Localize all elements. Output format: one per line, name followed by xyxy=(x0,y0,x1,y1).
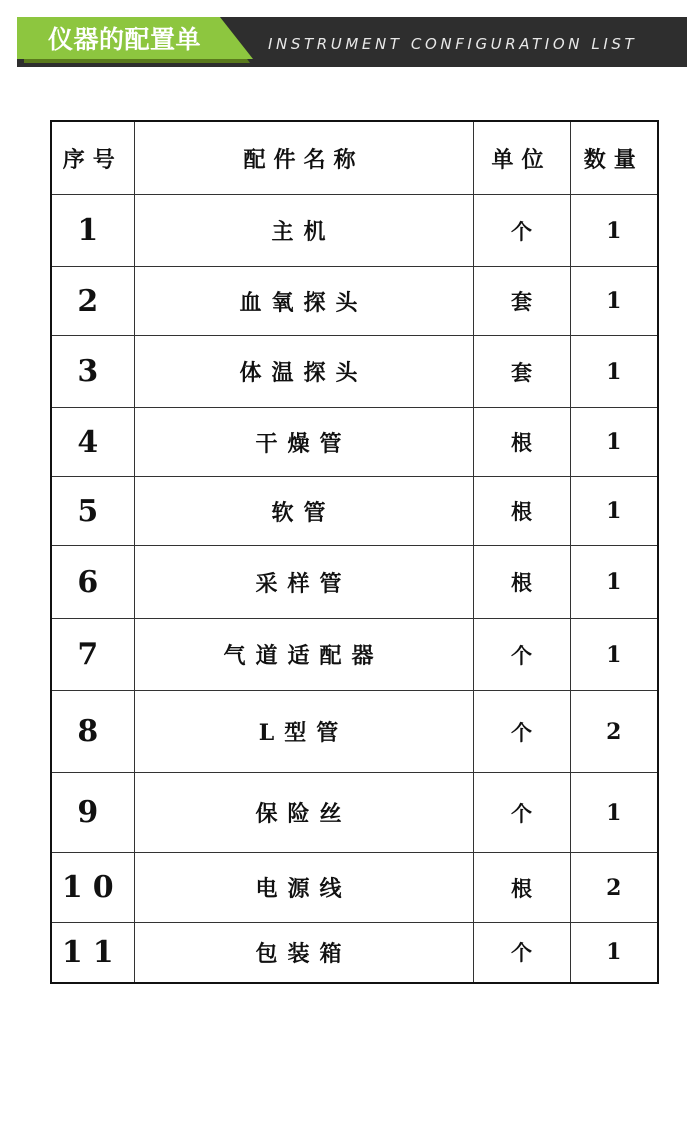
row-qty: 2 xyxy=(570,853,658,923)
row-qty: 1 xyxy=(570,773,658,853)
row-no: 9 xyxy=(51,773,134,853)
header-unit: 单位 xyxy=(473,121,570,195)
row-name: 电源线 xyxy=(134,853,473,923)
table-row xyxy=(51,408,658,477)
table-row xyxy=(51,773,658,853)
row-no: 11 xyxy=(51,923,134,983)
row-name: 气道适配器 xyxy=(134,619,473,691)
row-name: 血氧探头 xyxy=(134,267,473,336)
table-row xyxy=(51,853,658,923)
header-qty: 数量 xyxy=(570,121,658,195)
row-name: 软管 xyxy=(134,477,473,546)
row-name: 主机 xyxy=(134,195,473,267)
row-unit: 个 xyxy=(473,691,570,773)
row-no: 5 xyxy=(51,477,134,546)
row-unit: 套 xyxy=(473,336,570,408)
row-unit: 个 xyxy=(473,195,570,267)
row-unit: 个 xyxy=(473,619,570,691)
table-row xyxy=(51,923,658,983)
row-no: 2 xyxy=(51,267,134,336)
row-qty: 1 xyxy=(570,477,658,546)
row-unit: 个 xyxy=(473,773,570,853)
row-name: 采样管 xyxy=(134,546,473,619)
table-row xyxy=(51,267,658,336)
row-unit: 个 xyxy=(473,923,570,983)
table-row xyxy=(51,195,658,267)
row-qty: 1 xyxy=(570,195,658,267)
header-name: 配件名称 xyxy=(134,121,473,195)
page-title: 仪器的配置单 xyxy=(48,25,202,54)
row-unit: 根 xyxy=(473,408,570,477)
table-header-row xyxy=(51,121,658,195)
table-row xyxy=(51,477,658,546)
row-no: 8 xyxy=(51,691,134,773)
row-qty: 1 xyxy=(570,923,658,983)
row-name: 干燥管 xyxy=(134,408,473,477)
row-qty: 1 xyxy=(570,619,658,691)
table-row xyxy=(51,619,658,691)
row-unit: 根 xyxy=(473,546,570,619)
row-no: 1 xyxy=(51,195,134,267)
row-unit: 套 xyxy=(473,267,570,336)
row-unit: 根 xyxy=(473,853,570,923)
row-name: 包装箱 xyxy=(134,923,473,983)
table-row xyxy=(51,691,658,773)
row-qty: 1 xyxy=(570,408,658,477)
configuration-table xyxy=(50,120,659,984)
row-no: 6 xyxy=(51,546,134,619)
table-row xyxy=(51,546,658,619)
row-name: 保险丝 xyxy=(134,773,473,853)
row-no: 10 xyxy=(51,853,134,923)
row-no: 3 xyxy=(51,336,134,408)
row-name: L型管 xyxy=(134,691,473,773)
row-qty: 1 xyxy=(570,336,658,408)
table-row xyxy=(51,336,658,408)
row-qty: 1 xyxy=(570,546,658,619)
header-no: 序号 xyxy=(51,121,134,195)
row-qty: 1 xyxy=(570,267,658,336)
row-unit: 根 xyxy=(473,477,570,546)
row-name: 体温探头 xyxy=(134,336,473,408)
row-no: 7 xyxy=(51,619,134,691)
page-subtitle: INSTRUMENT CONFIGURATION LIST xyxy=(268,35,638,53)
row-no: 4 xyxy=(51,408,134,477)
row-qty: 2 xyxy=(570,691,658,773)
